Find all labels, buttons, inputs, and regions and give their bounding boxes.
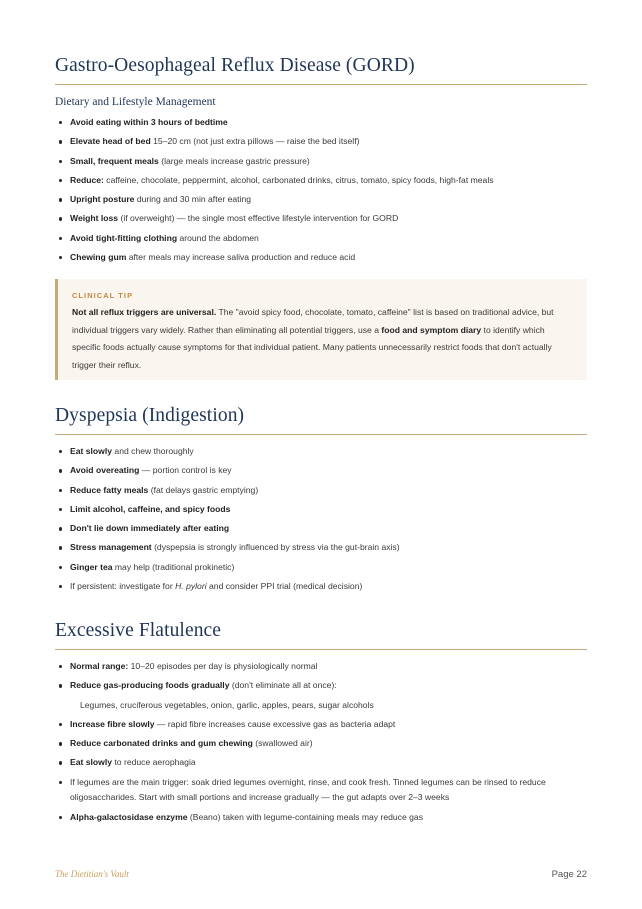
list-item: Reduce fatty meals (fat delays gastric emptying) [55,481,587,500]
clinical-tip-label: CLINICAL TIP [72,291,134,300]
list-item: Avoid eating within 3 hours of bedtime [55,113,587,132]
list-item: Upright posture during and 30 min after eating [55,190,587,209]
section-divider [55,649,587,650]
list-item: Don't lie down immediately after eating [55,519,587,538]
list-item: Elevate head of bed 15–20 cm (not just extra pillows — raise the bed itself) [55,132,587,151]
list-item: Stress management (dyspepsia is strongly influenced by stress via the gut-brain axis) [55,538,587,557]
section-title-gord: Gastro-Oesophageal Reflux Disease (GORD) [55,55,415,76]
list-item: Alpha-galactosidase enzyme (Beano) taken with legume-containing meals may reduce gas [55,808,587,827]
list-item: Weight loss (if overweight) — the single most effective lifestyle intervention for GORD [55,209,587,228]
clinical-tip-text: Not all reflux triggers are universal. The "avoid spicy food, chocolate, tomato, caffeine" list is based on traditional advice, but individual triggers vary widely. Rather than eliminating all potential triggers, use a food and symptom diary to identify which specific foods actually cause symptoms for that individual patient. Many patients unnecessarily restrict foods that don't actually trigger their reflux. [72,307,554,370]
section-divider [55,434,587,435]
section-title-dyspepsia: Dyspepsia (Indigestion) [55,405,245,426]
list-item: Ginger tea may help (traditional prokinetic) [55,558,587,577]
subheading-dietary-lifestyle: Dietary and Lifestyle Management [55,96,216,108]
list-item: Small, frequent meals (large meals increase gastric pressure) [55,152,587,171]
list-item: If legumes are the main trigger: soak dried legumes overnight, rinse, and cook fresh. Tinned legumes can be rinsed to reduce oligosaccharides. Start with small portions and increase gradually — the gut adapts over 2–3 weeks [55,773,587,808]
list-item: If persistent: investigate for H. pylori and consider PPI trial (medical decision) [55,577,587,596]
list-item: Reduce carbonated drinks and gum chewing (swallowed air) [55,734,587,753]
footer-brand: The Dietitian's Vault [55,869,129,879]
dyspepsia-list [55,442,587,596]
list-item: Avoid tight-fitting clothing around the abdomen [55,229,587,248]
list-item: Increase fibre slowly — rapid fibre increases cause excessive gas as bacteria adapt [55,715,587,734]
list-item: Chewing gum after meals may increase saliva production and reduce acid [55,248,587,267]
section-title-flatulence: Excessive Flatulence [55,620,222,641]
flatulence-list [55,657,587,827]
list-item: Eat slowly to reduce aerophagia [55,753,587,772]
list-item: Avoid overeating — portion control is key [55,461,587,480]
gord-list [55,113,587,267]
page-number: Page 22 [551,869,587,880]
list-item: Eat slowly and chew thoroughly [55,442,587,461]
sub-list-item: Legumes, cruciferous vegetables, onion, garlic, apples, pears, sugar alcohols [80,699,374,710]
document-page [55,0,587,909]
list-item: Normal range: 10–20 episodes per day is physiologically normal [55,657,587,676]
list-item: Reduce: caffeine, chocolate, peppermint, alcohol, carbonated drinks, citrus, tomato, spicy foods, high-fat meals [55,171,587,190]
list-item: Reduce gas-producing foods gradually (don't eliminate all at once): [55,676,587,695]
clinical-tip-box [55,279,587,380]
list-item: Limit alcohol, caffeine, and spicy foods [55,500,587,519]
section-divider [55,84,587,85]
